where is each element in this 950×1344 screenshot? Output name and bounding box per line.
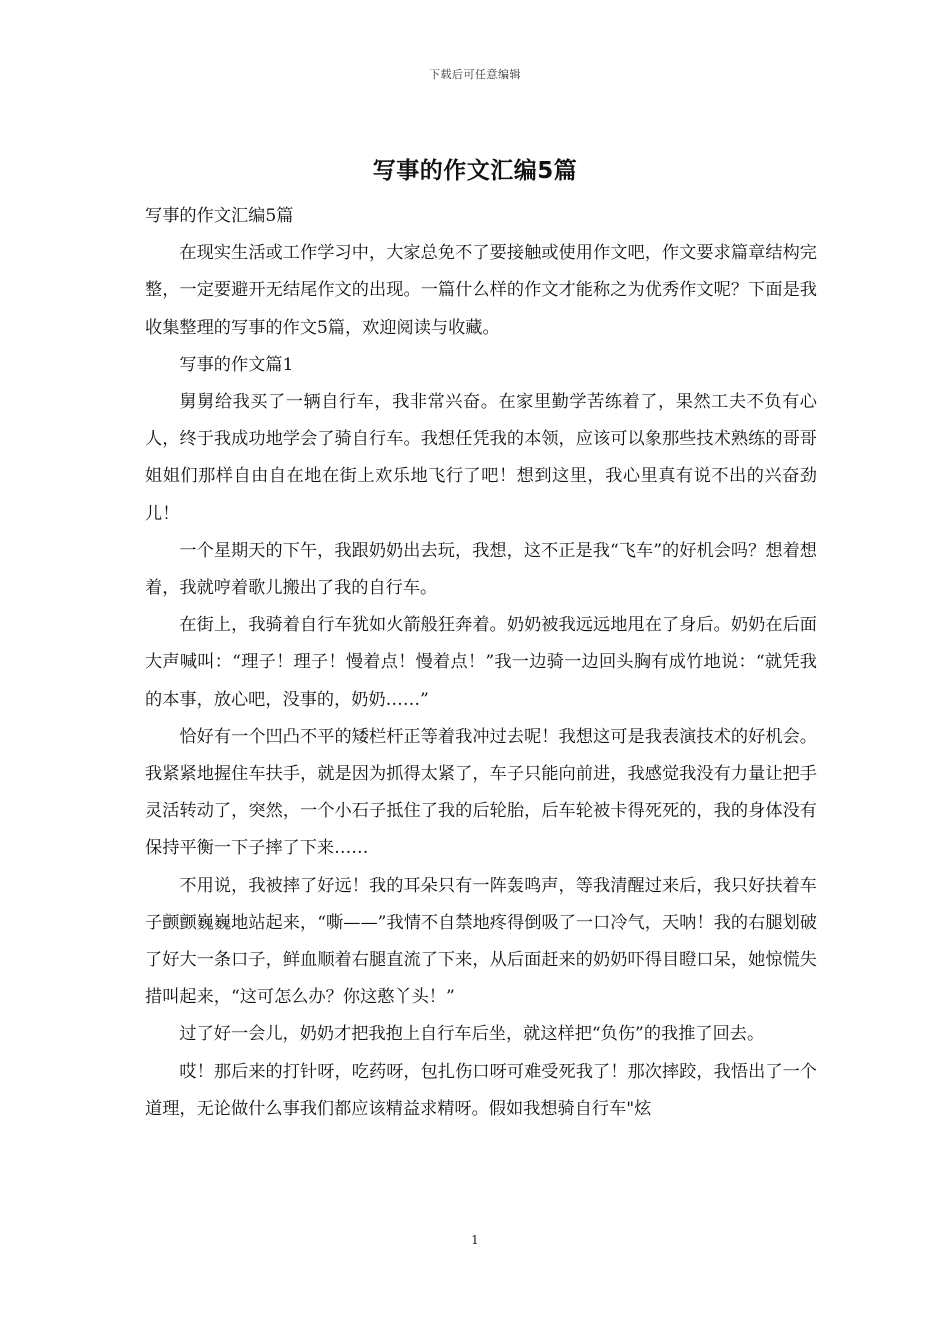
- body-paragraph: 舅舅给我买了一辆自行车，我非常兴奋。在家里勤学苦练着了，果然工夫不负有心人，终于我成功地学会了骑自行车。我想任凭我的本领，应该可以象那些技术熟练的哥哥姐姐们那样自由自在地在街上欢乐地飞行了吧！想到这里，我心里真有说不出的兴奋劲儿！: [145, 392, 817, 524]
- page-number: 1: [471, 1233, 479, 1247]
- body-paragraph: 一个星期天的下午，我跟奶奶出去玩，我想，这不正是我“飞车”的好机会吗？想着想着，我就哼着歌儿搬出了我的自行车。: [145, 540, 817, 599]
- intro-paragraph: 在现实生活或工作学习中，大家总免不了要接触或使用作文吧，作文要求篇章结构完整，一定要避开无结尾作文的出现。一篇什么样的作文才能称之为优秀作文呢？下面是我收集整理的写事的作文5篇，欢迎阅读与收藏。: [145, 243, 817, 338]
- body-paragraph: 在街上，我骑着自行车犹如火箭般狂奔着。奶奶被我远远地甩在了身后。奶奶在后面大声喊叫：“理子！理子！慢着点！慢着点！”我一边骑一边回头胸有成竹地说：“就凭我的本事，放心吧，没事的，奶奶……”: [145, 615, 817, 710]
- body-paragraph: 过了好一会儿，奶奶才把我抱上自行车后坐，就这样把“负伤”的我推了回去。: [179, 1024, 765, 1045]
- subtitle-line: 写事的作文汇编5篇: [145, 206, 294, 226]
- body-paragraph: 恰好有一个凹凸不平的矮栏杆正等着我冲过去呢！我想这可是我表演技术的好机会。我紧紧地握住车扶手，就是因为抓得太紧了，车子只能向前进，我感觉我没有力量让把手灵活转动了，突然，一个小石子抵住了我的后轮胎，后车轮被卡得死死的，我的身体没有保持平衡一下子摔了下来……: [145, 726, 817, 859]
- section-heading: 写事的作文篇1: [179, 354, 294, 375]
- document-title: 写事的作文汇编5篇: [372, 158, 578, 184]
- body-paragraph: 不用说，我被摔了好远！我的耳朵只有一阵轰鸣声，等我清醒过来后，我只好扶着车子颤颤巍巍地站起来，“嘶——”我情不自禁地疼得倒吸了一口冷气，天呐！我的右腿划破了好大一条口子，鲜血顺着右腿直流了下来，从后面赶来的奶奶吓得目瞪口呆，她惊慌失措叫起来，“这可怎么办？你这憨丫头！”: [145, 875, 817, 1008]
- document-body: [145, 198, 817, 1128]
- body-paragraph: 哎！那后来的打针呀，吃药呀，包扎伤口呀可难受死我了！那次摔跤，我悟出了一个道理，无论做什么事我们都应该精益求精呀。假如我想骑自行车"炫: [145, 1061, 817, 1119]
- page-header: 下载后可任意编辑: [429, 68, 521, 81]
